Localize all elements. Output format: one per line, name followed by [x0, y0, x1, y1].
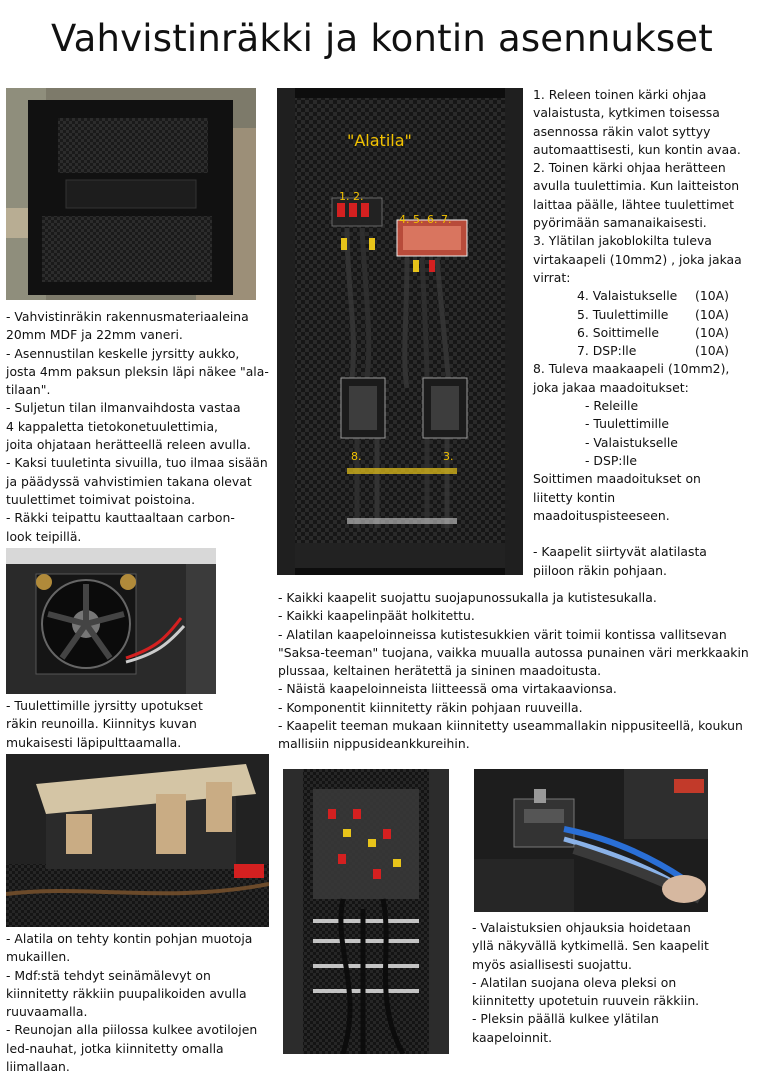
text-line: - Kaikki kaapelinpäät holkitettu. — [278, 608, 475, 624]
text-line: - Vahvistinräkin rakennusmateriaaleina — [6, 309, 249, 324]
photo-installed — [283, 769, 449, 1054]
text-line: joka jakaa maadoitukset: — [533, 379, 689, 395]
text-line: kiinnitetty räkkiin puupalikoiden avulla — [6, 985, 247, 1001]
photo-alatila-frame — [6, 754, 269, 927]
text-line: kiinnitetty upotetuin ruuvein räkkiin. — [472, 993, 700, 1009]
label-num-3: 3. — [443, 450, 454, 463]
label-num-1-2: 1. 2. — [339, 190, 364, 203]
text-line: - Alatilan suojana oleva pleksi on — [472, 974, 677, 990]
text-line: mallisiin nippusideankkureihin. — [278, 736, 470, 752]
text-line: - Alatilan kaapeloinneissa kutistesukkien värit toimii kontissa vallitsevan — [278, 626, 727, 642]
ground-item: - Releille — [585, 398, 639, 414]
text-line: - Kaikki kaapelit suojattu suojapunossukalla ja kutistesukalla. — [278, 590, 657, 605]
text-line: "Saksa-teeman" tuojana, vaikka muualla autossa punainen väri merkkaakin — [278, 644, 749, 660]
text-line: josta 4mm paksun pleksin läpi näkee "ala- — [6, 363, 269, 379]
photo-fan — [6, 548, 216, 694]
bottom-left-text — [6, 930, 276, 1076]
text-line: ja päädyssä vahvistimien takana olevat — [6, 473, 252, 489]
feed-row: 5. Tuulettimille (10A) — [577, 306, 729, 322]
text-line: look teipillä. — [6, 528, 82, 544]
photo-alatila — [277, 88, 523, 575]
text-line: 1. Releen toinen kärki ohjaa — [533, 87, 707, 102]
photo-switch — [474, 769, 708, 912]
text-line: plussaa, keltainen herätettä ja sininen maadoitusta. — [278, 663, 602, 679]
center-text-block — [278, 589, 762, 754]
text-line: joita ohjataan herätteellä releen avulla. — [6, 437, 251, 453]
text-line: avulla tuulettimia. Kun laitteiston — [533, 178, 740, 194]
feed-row: 7. DSP:lle (10A) — [577, 343, 729, 359]
text-line: automaattisesti, kun kontin avaa. — [533, 141, 741, 157]
text-line: valaistusta, kytkimen toisessa — [533, 105, 720, 121]
text-line: - Räkki teipattu kauttaaltaan carbon- — [6, 510, 235, 526]
right-column-text — [533, 86, 761, 580]
text-line: pyörimään samanaikaisesti. — [533, 215, 707, 231]
text-line: maadoituspisteeseen. — [533, 507, 670, 523]
text-line — [533, 525, 761, 543]
text-line: yllä näkyvällä kytkimellä. Sen kaapelit — [472, 938, 709, 954]
page-title: Vahvistinräkki ja kontin asennukset — [51, 17, 713, 60]
bottom-right-text — [472, 919, 760, 1047]
text-line: 8. Tuleva maakaapeli (10mm2), — [533, 361, 730, 377]
text-line: räkin reunoilla. Kiinnitys kuvan — [6, 716, 197, 732]
text-line: laittaa päälle, lähtee tuulettimet — [533, 196, 735, 212]
text-line: mukaillen. — [6, 949, 71, 965]
ground-item: - DSP:lle — [585, 452, 637, 468]
feed-row: 4. Valaistukselle (10A) — [577, 288, 729, 304]
text-line: - Suljetun tilan ilmanvaihdosta vastaa — [6, 400, 241, 416]
text-line: 4 kappaletta tietokonetuulettimia, — [6, 418, 218, 434]
text-line: - Mdf:stä tehdyt seinämälevyt on — [6, 967, 211, 983]
photo-rack-top — [6, 88, 256, 300]
text-line: led-nauhat, jotka kiinnitetty omalla — [6, 1040, 224, 1056]
ground-item: - Valaistukselle — [585, 434, 678, 450]
text-line: piiloon räkin pohjaan. — [533, 562, 667, 578]
left-text-block-2 — [6, 697, 272, 752]
text-line: - Komponentit kiinnitetty räkin pohjaan ruuveilla. — [278, 699, 583, 715]
text-line: - Näistä kaapeloinneista liitteessä oma virtakaavionsa. — [278, 681, 617, 697]
text-line: - Kaapelit teeman mukaan kiinnitetty useammallakin nippusiteellä, koukun — [278, 718, 743, 734]
text-line: liitetty kontin — [533, 489, 616, 505]
text-line: ruuvaamalla. — [6, 1004, 88, 1020]
fan-icon — [36, 574, 136, 674]
text-line: 20mm MDF ja 22mm vaneri. — [6, 327, 183, 343]
text-line: - Tuulettimille jyrsitty upotukset — [6, 698, 203, 713]
text-line: asennossa räkin valot syttyy — [533, 123, 711, 139]
text-line: - Pleksin päällä kulkee ylätilan — [472, 1011, 659, 1027]
label-num-8: 8. — [351, 450, 362, 463]
text-line: kaapeloinnit. — [472, 1029, 553, 1045]
text-line: - Kaapelit siirtyvät alatilasta — [533, 544, 707, 560]
text-line: tilaan". — [6, 382, 51, 398]
text-line: - Valaistuksien ohjauksia hoidetaan — [472, 920, 691, 935]
text-line: - Alatila on tehty kontin pohjan muotoja — [6, 931, 253, 946]
text-line: mukaisesti läpipulttaamalla. — [6, 734, 182, 750]
text-line: liimallaan. — [6, 1059, 70, 1075]
label-alatila: "Alatila" — [347, 131, 412, 150]
text-line: myös asiallisesti suojattu. — [472, 956, 632, 972]
text-line: 2. Toinen kärki ohjaa herätteen — [533, 160, 726, 176]
left-text-block-1 — [6, 308, 272, 546]
ground-item: - Tuulettimille — [585, 416, 670, 432]
text-line: 3. Ylätilan jakoblokilta tuleva — [533, 233, 712, 249]
label-num-4-7: 4. 5. 6. 7. — [399, 213, 452, 226]
text-line: virrat: — [533, 269, 571, 285]
text-line: virtakaapeli (10mm2) , joka jakaa — [533, 251, 742, 267]
text-line: tuulettimet toimivat poistoina. — [6, 491, 196, 507]
text-line: - Kaksi tuuletinta sivuilla, tuo ilmaa sisään — [6, 455, 268, 471]
text-line: - Reunojan alla piilossa kulkee avotilojen — [6, 1022, 258, 1038]
feed-row: 6. Soittimelle (10A) — [577, 324, 729, 340]
text-line: - Asennustilan keskelle jyrsitty aukko, — [6, 345, 240, 361]
text-line: Soittimen maadoitukset on — [533, 471, 701, 487]
